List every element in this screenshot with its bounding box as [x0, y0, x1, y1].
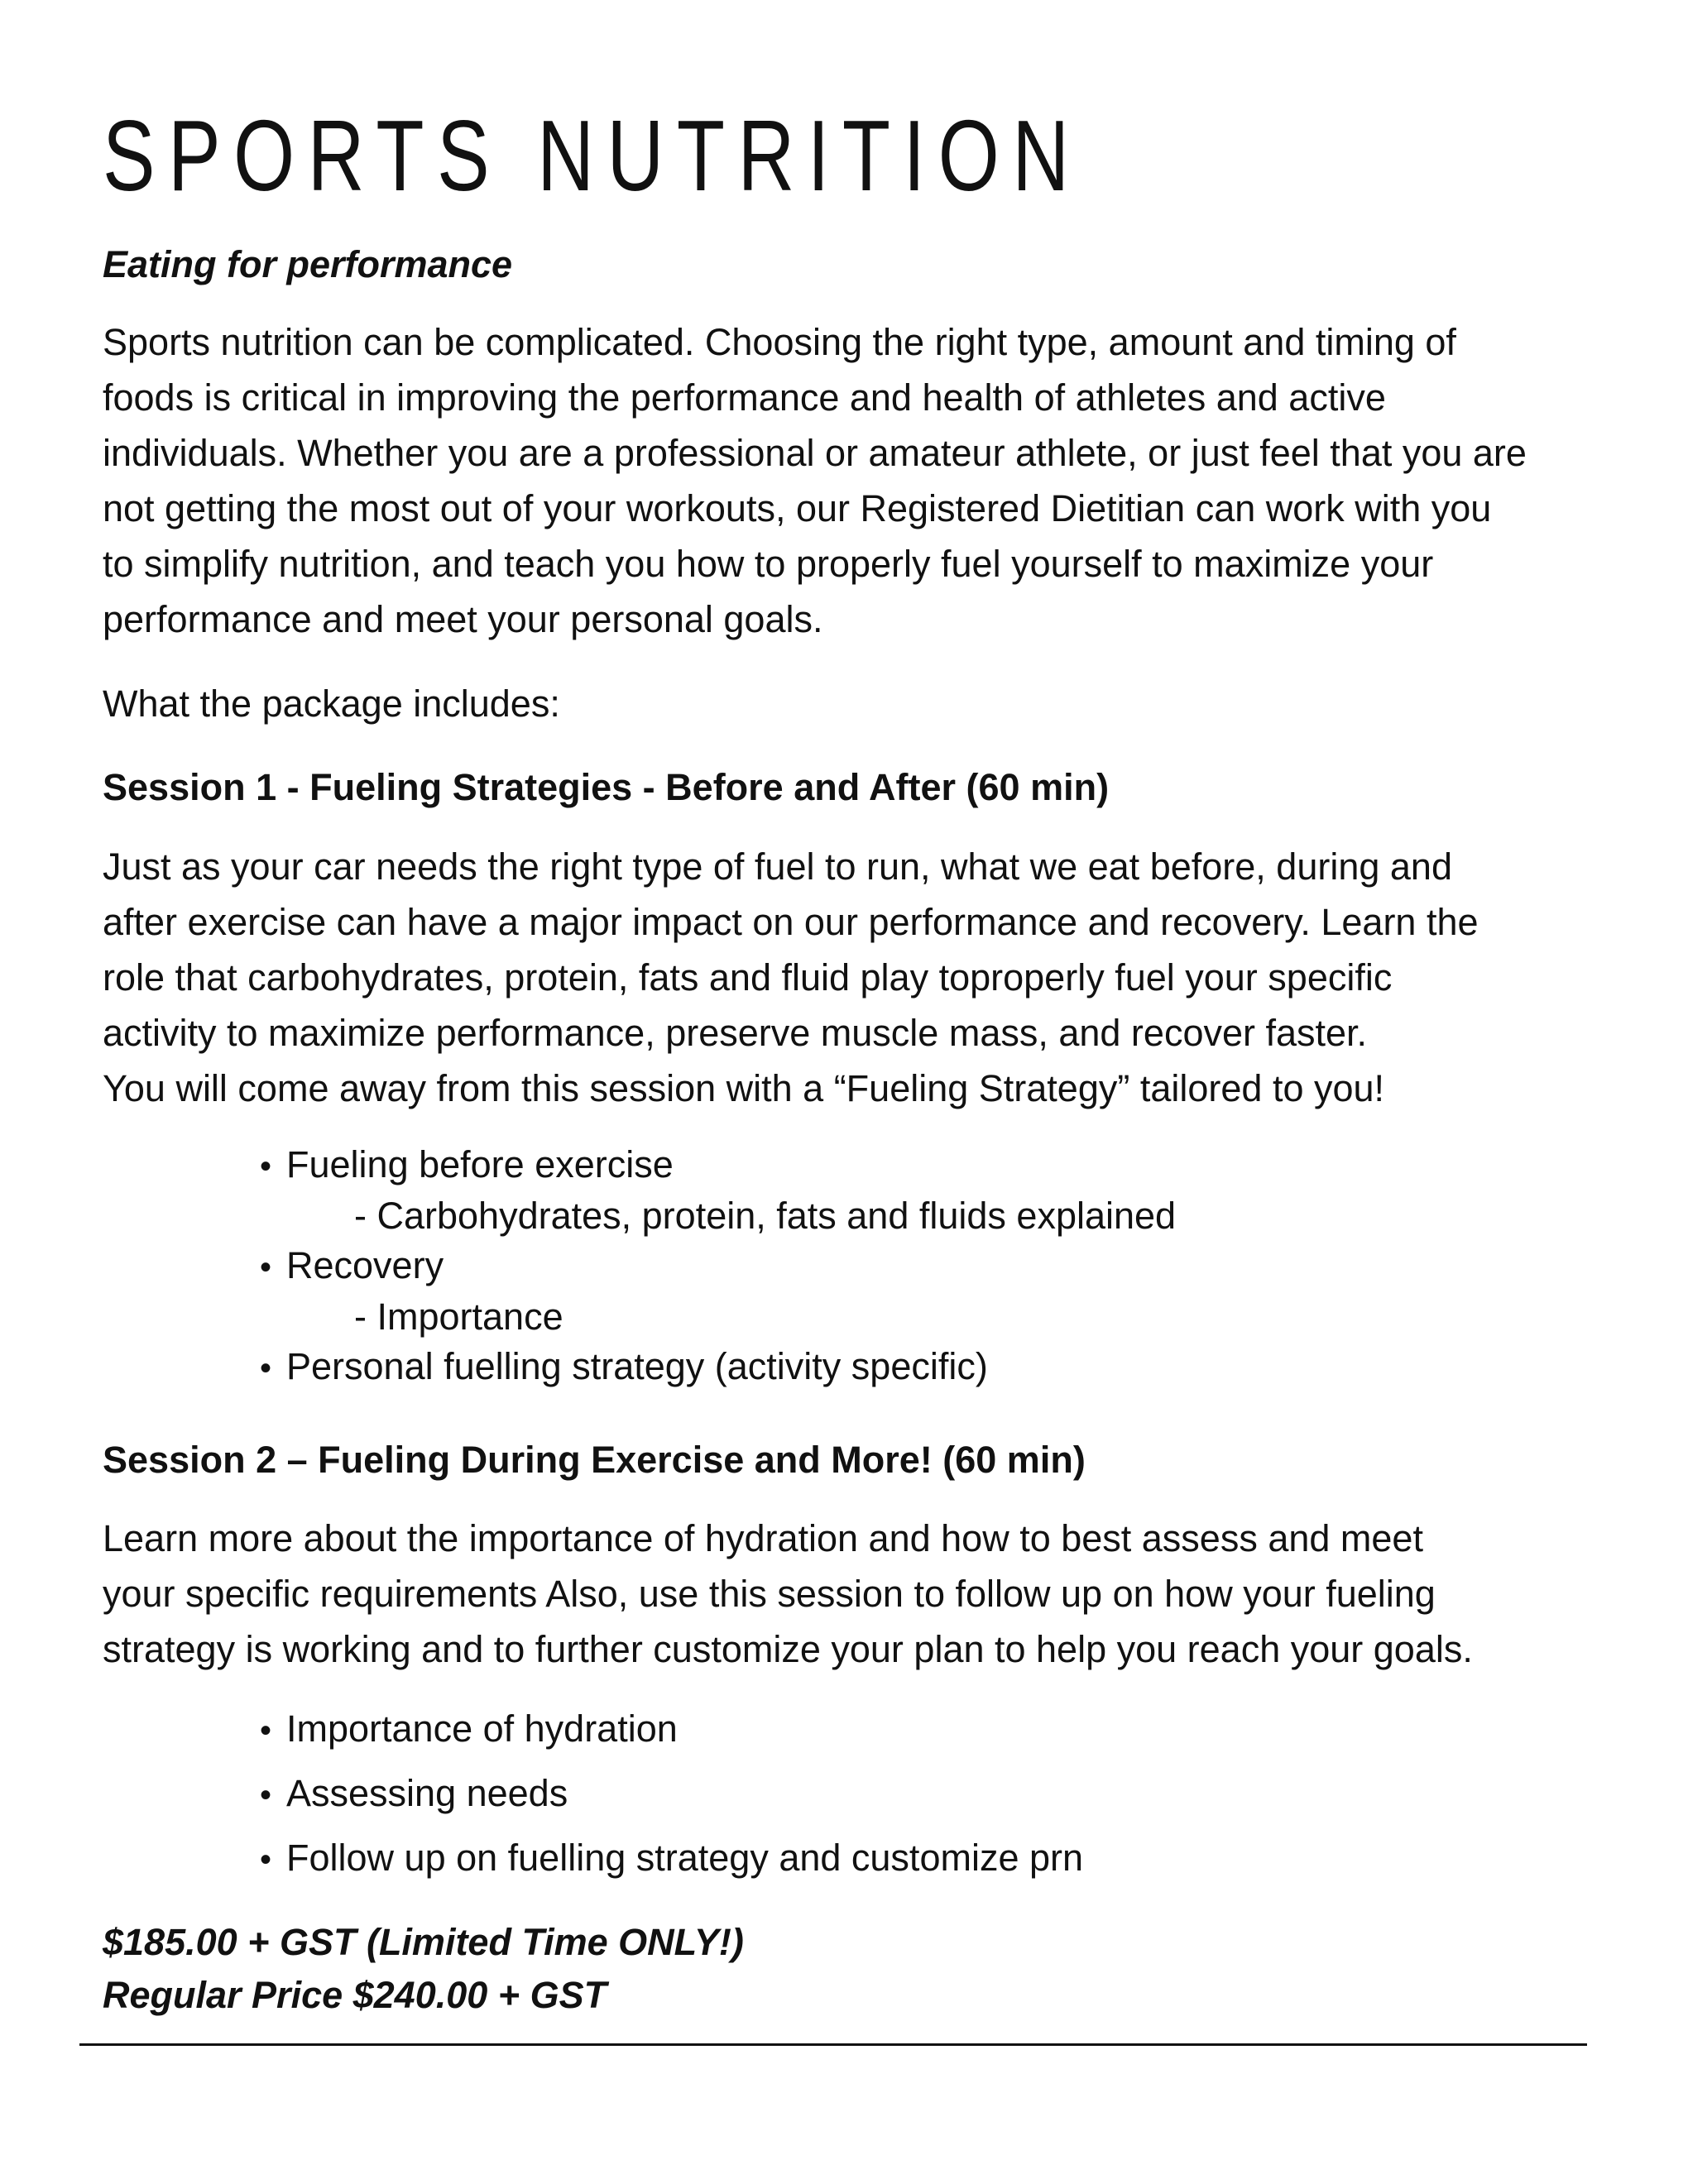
session2-bullet-list: [260, 1698, 1083, 1891]
subtitle: Eating for performance: [103, 243, 513, 285]
bullet-glyph: •: [260, 1842, 272, 1878]
regular-price: Regular Price $240.00 + GST: [103, 1974, 607, 2016]
page-title: SPORTS NUTRITION: [103, 99, 1082, 212]
list-item: [260, 1762, 1083, 1827]
bullet-glyph: •: [260, 1249, 272, 1286]
session1-line: activity to maximize performance, preserve muscle mass, and recover faster.: [103, 1012, 1368, 1054]
session1-line: Just as your car needs the right type of fuel to run, what we eat before, during and: [103, 845, 1452, 888]
list-item: [260, 1241, 1176, 1342]
session1-heading: Session 1 - Fueling Strategies - Before and After (60 min): [103, 766, 1110, 808]
bottom-divider: [79, 2043, 1587, 2046]
sale-price: $185.00 + GST (Limited Time ONLY!): [103, 1921, 744, 1963]
session2-paragraph: [103, 1511, 1617, 1677]
list-item-text: Assessing needs: [286, 1772, 568, 1814]
session2-line: Learn more about the importance of hydration and how to best assess and meet: [103, 1517, 1423, 1559]
session2-line: strategy is working and to further customize your plan to help you reach your goals.: [103, 1628, 1473, 1670]
list-item: [260, 1342, 1176, 1393]
list-item-text: Follow up on fuelling strategy and customize prn: [286, 1837, 1084, 1879]
session1-line: after exercise can have a major impact on our performance and recovery. Learn the: [103, 901, 1479, 943]
intro-line: foods is critical in improving the performance and health of athletes and active: [103, 376, 1386, 419]
session1-line: You will come away from this session with a “Fueling Strategy” tailored to you!: [103, 1067, 1385, 1109]
intro-paragraph: [103, 314, 1617, 647]
bullet-glyph: •: [260, 1148, 272, 1185]
list-item-text: Importance of hydration: [286, 1707, 678, 1750]
bullet-glyph: •: [260, 1712, 272, 1749]
session2-heading: Session 2 – Fueling During Exercise and More! (60 min): [103, 1439, 1086, 1481]
session1-line: role that carbohydrates, protein, fats and fluid play toproperly fuel your specific: [103, 956, 1393, 999]
package-intro-text: What the package includes:: [103, 682, 560, 725]
list-item: [260, 1827, 1083, 1891]
list-item-text: Recovery: [286, 1244, 444, 1286]
intro-line: performance and meet your personal goals.: [103, 598, 823, 640]
list-item-text: Fueling before exercise: [286, 1143, 674, 1185]
bullet-glyph: •: [260, 1777, 272, 1813]
intro-line: Sports nutrition can be complicated. Choosing the right type, amount and timing of: [103, 321, 1456, 363]
list-subitem: - Importance: [354, 1296, 563, 1338]
intro-line: not getting the most out of your workouts, our Registered Dietitian can work with you: [103, 487, 1492, 529]
list-item: [260, 1140, 1176, 1241]
bullet-glyph: •: [260, 1350, 272, 1387]
list-subitem: - Carbohydrates, protein, fats and fluids explained: [354, 1195, 1177, 1237]
session1-bullet-list: [260, 1140, 1176, 1393]
list-item-text: Personal fuelling strategy (activity specific): [286, 1345, 988, 1387]
package-intro: [103, 676, 1617, 731]
intro-line: individuals. Whether you are a professional or amateur athlete, or just feel that you are: [103, 432, 1527, 474]
session1-paragraph: [103, 839, 1617, 1116]
list-item: [260, 1698, 1083, 1762]
intro-line: to simplify nutrition, and teach you how to properly fuel yourself to maximize your: [103, 543, 1434, 585]
session2-line: your specific requirements Also, use this session to follow up on how your fueling: [103, 1573, 1436, 1615]
